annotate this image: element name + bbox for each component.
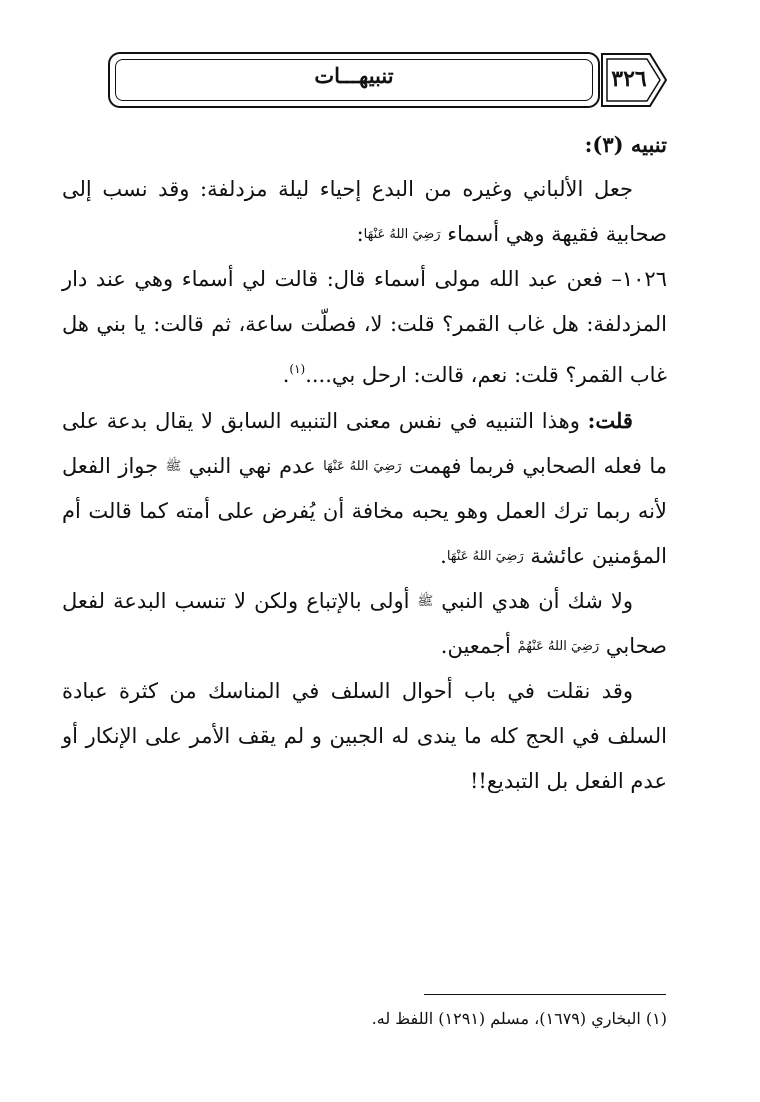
hadith-number: ١٠٢٦– [611,267,667,291]
paragraph-3-text-b: عدم نهي النبي [188,454,316,478]
honorific-mark: ﷺ [417,594,434,609]
footnote-divider [424,994,666,995]
honorific-mark: ﷺ [165,459,182,474]
body-text [62,122,667,804]
page-number-badge [600,52,668,108]
section-heading [62,122,667,167]
paragraph-1-text: جعل الألباني وغيره من البدع إحياء ليلة مزدلفة: وقد نسب إلى صحابية فقيهة وهي أسماء [62,177,667,246]
paragraph-2 [62,257,667,398]
paragraph-5 [62,669,667,804]
section-heading-text: تنبيه (٣): [584,132,667,157]
paragraph-2-end: . [282,363,290,387]
paragraph-2-text: فعن عبد الله مولى أسماء قال: قالت لي أسماء وهي عند دار المزدلفة: هل غاب القمر؟ قلت: لا، فصلّت ساعة، ثم قالت: يا بني هل غاب القمر؟ قلت: نعم، قالت: ارحل بي.... [62,267,667,387]
paragraph-3-lead: قلت: [587,408,633,433]
paragraph-4-text-c: أجمعين. [440,634,511,658]
honorific-mark: رَضِيَ اللهُ عَنْهَا [323,459,402,474]
running-title: تنبيهـــات [314,63,394,88]
honorific-mark: رَضِيَ اللهُ عَنْهُمْ [517,639,600,654]
paragraph-4-text-a: ولا شك أن هدي النبي [441,589,633,613]
honorific-mark: رَضِيَ اللهُ عَنْهَا [446,549,524,564]
paragraph-3-end: . [440,544,447,568]
paragraph-5-text: وقد نقلت في باب أحوال السلف في المناسك من كثرة عبادة السلف في الحج كله ما يندى له الجبين و لم يقف الأمر على الإنكار أو عدم الفعل بل التبديع!! [62,679,667,793]
paragraph-1 [62,167,667,257]
paragraph-4-text-b: أولى بالإتباع ولكن لا تنسب البدعة لفعل صحابي [62,589,667,658]
paragraph-1-end: : [356,222,364,246]
page-number: ٣٢٦ [611,66,647,92]
footnote: (١) البخاري (١٦٧٩)، مسلم (١٢٩١) اللفظ له. [371,1009,667,1028]
honorific-mark: رَضِيَ اللهُ عَنْهَا [363,227,441,242]
running-header-frame [108,52,600,108]
paragraph-4 [62,579,667,669]
footnote-reference: (١) [289,362,306,376]
paragraph-3 [62,398,667,579]
paragraph-3-text-c: جواز الفعل لأنه ربما ترك العمل وهو يحبه مخافة أن يُفرض على أمته كما قالت أم المؤمنين عائشة [62,454,667,568]
paragraph-3-text-a: وهذا التنبيه في نفس معنى التنبيه السابق لا يقال بدعة على ما فعله الصحابي فربما فهمت [62,409,668,478]
